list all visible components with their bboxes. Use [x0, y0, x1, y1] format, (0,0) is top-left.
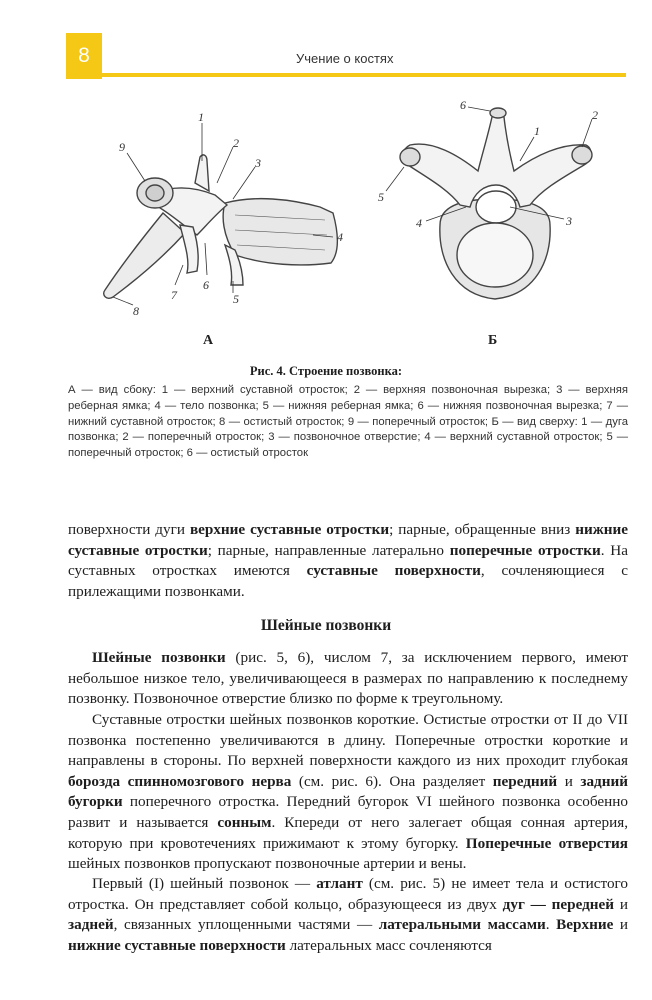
figure-caption-title: Рис. 4. Строение позвонка: — [249, 364, 403, 378]
text-run: (см. рис. 5) не имеет тела и остистого отростка. Он представляет собой кольцо, образующееся из двух — [68, 875, 628, 913]
term-cervical-vertebrae: Шейные позвонки — [92, 649, 226, 666]
figure-a-label: А — [203, 333, 214, 348]
callout-b-4: 4 — [416, 216, 422, 230]
text-run: ; парные, обращенные вниз — [389, 521, 576, 538]
text-run: латеральных масс сочленяются — [285, 936, 492, 954]
callout-a-4: 4 — [337, 230, 343, 244]
term-transverse: поперечные отростки — [449, 541, 601, 559]
text-run: шейных позвонков пропускают позвоночные артерии и вены. — [68, 855, 467, 873]
paragraph-3 — [68, 710, 628, 875]
paragraph-2 — [68, 648, 628, 710]
callout-a-2: 2 — [233, 136, 239, 150]
text-run: и — [557, 772, 581, 790]
figure-b-label: Б — [488, 333, 498, 348]
callout-b-5: 5 — [378, 190, 384, 204]
section-title: Шейные позвонки — [260, 617, 392, 634]
term-lower-articular-surfaces: нижние суставные поверхности — [68, 936, 286, 954]
text-run: . На суставных отростках имеются — [68, 541, 628, 580]
callout-b-1: 1 — [534, 124, 540, 138]
term-posterior-arch: задней — [68, 916, 114, 934]
text-run: Суставные отростки шейных позвонков короткие. Остистые отростки от II до VII позвонка постепенно увеличиваются в длину. Поперечные отростки короткие и направлены в стороны. По верхней поверхности каждого из них проходит глубокая — [68, 711, 628, 770]
callout-a-9: 9 — [119, 140, 125, 154]
page-number: 8 — [66, 33, 102, 79]
term-atlas: атлант — [316, 875, 363, 892]
term-nerve-groove: борозда спинномозгового нерва — [68, 772, 292, 790]
text-run: (рис. 5, 6), числом 7, за исключением первого, имеют небольшое низкое тело, увеличивающееся в размерах по направлению к последнему позвонку. Позвоночное отверстие близко по форме к треугольному. — [68, 649, 628, 708]
text-run: поверхности дуги — [68, 521, 190, 538]
paragraph-1 — [68, 520, 628, 602]
vertebra-superior-drawing — [370, 95, 620, 335]
text-run: и — [613, 916, 628, 934]
term-upper: Верхние — [556, 916, 614, 934]
text-run: . Кпереди от него залегает общая сонная артерия, которую при кровотечениях прижимают к этому бугорку. — [68, 813, 628, 852]
term-upper-articular: верхние суставные отростки — [189, 521, 390, 538]
text-run: , связанных уплощенными частями — — [113, 916, 379, 934]
term-transverse-foramina: Поперечные отверстия — [465, 834, 628, 852]
callout-a-6: 6 — [203, 278, 209, 292]
text-run: Первый (I) шейный позвонок — — [92, 875, 317, 892]
callout-b-2: 2 — [592, 108, 598, 122]
text-run: поперечного отростка. Передний бугорок VI шейного позвонка особенно развит и называется — [68, 793, 628, 831]
term-posterior-tubercles: задний бугорки — [68, 772, 628, 811]
callout-a-3: 3 — [255, 156, 261, 170]
callout-a-8: 8 — [133, 304, 139, 318]
text-run: , сочленяющиеся с прилежащими позвонками. — [68, 562, 628, 600]
header-rule — [102, 73, 626, 77]
running-head: Учение о костях — [296, 51, 394, 66]
term-articular-surfaces: суставные поверхности — [306, 562, 481, 580]
text-run: и — [614, 895, 628, 913]
callout-b-6: 6 — [460, 98, 466, 112]
callout-b-3: 3 — [566, 214, 572, 228]
text-run: . — [545, 916, 557, 934]
term-carotid: сонным — [217, 813, 272, 831]
page-header — [0, 0, 652, 80]
term-anterior-arch: дуг — передней — [502, 895, 615, 913]
figure-b — [370, 95, 620, 348]
text-run: (см. рис. 6). Она разделяет — [291, 772, 493, 790]
figure-a — [85, 95, 365, 348]
term-lower-articular: нижние суставные отростки — [68, 521, 628, 559]
figure-caption-text: А — вид сбоку: 1 — верхний суставной отросток; 2 — верхняя позвоночная вырезка; 3 — верхняя реберная ямка; 4 — тело позвонка; 5 — нижняя реберная ямка; 6 — нижняя позвоночная вырезка; 7 — нижний суставной отросток; 8 — остистый отросток; 9 — поперечный отросток; Б — вид сверху: 1 — дуга позвонка; 2 — поперечный отросток; 3 — позвоночное отверстие; 4 — верхний суставной отросток; 5 — поперечный отросток; 6 — остистый отросток — [68, 384, 628, 460]
callout-a-1: 1 — [198, 110, 204, 124]
callout-a-7: 7 — [171, 288, 177, 302]
term-anterior: передний — [492, 772, 558, 790]
paragraph-4 — [68, 874, 628, 956]
text-run: ; парные, направленные латерально — [207, 541, 450, 559]
callout-a-5: 5 — [233, 292, 239, 306]
term-lateral-masses: латеральными массами — [378, 916, 546, 934]
vertebra-lateral-drawing — [85, 95, 365, 335]
